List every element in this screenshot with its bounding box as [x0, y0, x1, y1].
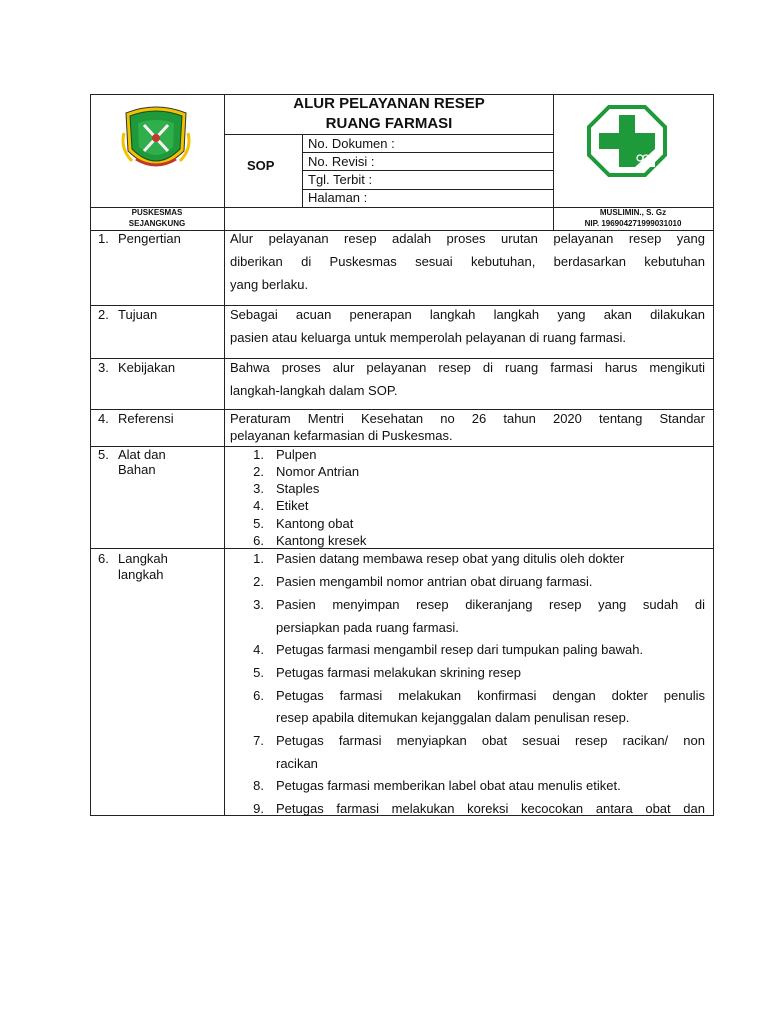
step-number: 7. [253, 733, 264, 748]
list-item: Nomor Antrian [276, 464, 360, 479]
section-5-label-line-2: Bahan [118, 462, 156, 477]
section-2-line-2: pasien atau keluarga untuk memperolah pelayanan di ruang farmasi. [230, 330, 627, 345]
section-2-label: Tujuan [118, 307, 158, 322]
section-5-number: 5. [98, 447, 109, 462]
meta-no-revisi: No. Revisi : [308, 154, 375, 169]
border-right [713, 94, 714, 816]
step-number: 4. [253, 642, 264, 657]
section-4-number: 4. [98, 411, 109, 426]
list-item-number: 4. [253, 498, 264, 513]
list-item-number: 1. [253, 447, 264, 462]
step-text: Pasien menyimpan resep dikeranjang resep yang sudah di [276, 597, 705, 612]
section-line-4 [90, 446, 714, 447]
signer-name: MUSLIMIN., S. Gz [599, 208, 667, 217]
step-text-continued: persiapkan pada ruang farmasi. [276, 620, 459, 635]
step-text: Petugas farmasi melakukan koreksi kecocokan antara obat dan [276, 801, 705, 816]
section-6-label-line-2: langkah [118, 567, 164, 582]
step-number: 3. [253, 597, 264, 612]
list-item: Etiket [276, 498, 309, 513]
section-1-line-2: diberikan di Puskesmas sesuai kebutuhan, berdasarkan kebutuhan [230, 254, 705, 269]
section-line-1 [90, 305, 714, 306]
list-item: Staples [276, 481, 320, 496]
list-item: Kantong obat [276, 516, 354, 531]
step-number: 5. [253, 665, 264, 680]
list-item-number: 3. [253, 481, 264, 496]
step-number: 8. [253, 778, 264, 793]
section-6-label-line-1: Langkah [118, 551, 168, 566]
step-text: Petugas farmasi mengambil resep dari tumpukan paling bawah. [276, 642, 644, 657]
section-1-line-3: yang berlaku. [230, 277, 309, 292]
meta-tgl-terbit: Tgl. Terbit : [308, 172, 373, 187]
section-4-line-1: Peraturam Mentri Kesehatan no 26 tahun 2020 tentang Standar [230, 411, 705, 426]
step-text: Petugas farmasi melakukan konfirmasi dengan dokter penulis [276, 688, 705, 703]
org-name-line-2: SEJANGKUNG [128, 219, 186, 228]
section-3-label: Kebijakan [118, 360, 176, 375]
list-item: Kantong kresek [276, 533, 367, 548]
signer-nip: NIP. 196904271999031010 [584, 219, 682, 228]
section-1-number: 1. [98, 231, 109, 246]
puskesmas-cross-logo-icon [587, 105, 667, 177]
list-item: Pulpen [276, 447, 317, 462]
column-divider [224, 94, 225, 816]
section-3-line-1: Bahwa proses alur pelayanan resep di ruang farmasi harus mengikuti [230, 360, 705, 375]
step-number: 6. [253, 688, 264, 703]
section-3-number: 3. [98, 360, 109, 375]
sop-label: SOP [247, 158, 275, 173]
section-line-2 [90, 358, 714, 359]
section-2-line-1: Sebagai acuan penerapan langkah langkah yang akan dilakukan [230, 307, 705, 322]
meta-line-2 [302, 170, 554, 171]
step-text: Pasien datang membawa resep obat yang ditulis oleh dokter [276, 551, 625, 566]
step-number: 2. [253, 574, 264, 589]
section-4-label: Referensi [118, 411, 174, 426]
list-item-number: 5. [253, 516, 264, 531]
section-4-line-2: pelayanan kefarmasian di Puskesmas. [230, 428, 453, 443]
section-3-line-2: langkah-langkah dalam SOP. [230, 383, 398, 398]
org-name-line-1: PUSKESMAS [131, 208, 183, 217]
section-1-line-1: Alur pelayanan resep adalah proses urutan pelayanan resep yang [230, 231, 705, 246]
section-5-label-line-1: Alat dan [118, 447, 166, 462]
step-text-continued: racikan [276, 756, 318, 771]
step-number: 1. [253, 551, 264, 566]
meta-line-1 [302, 152, 554, 153]
step-text: Petugas farmasi memberikan label obat atau menulis etiket. [276, 778, 621, 793]
list-item-number: 6. [253, 533, 264, 548]
step-text-continued: resep apabila ditemukan kejanggalan dalam penulisan resep. [276, 710, 630, 725]
section-1-label: Pengertian [118, 231, 181, 246]
section-line-5 [90, 548, 714, 549]
sop-divider [302, 134, 303, 208]
section-6-number: 6. [98, 551, 109, 566]
meta-no-dokumen: No. Dokumen : [308, 136, 395, 151]
meta-halaman: Halaman : [308, 190, 368, 205]
step-text: Petugas farmasi menyiapkan obat sesuai resep racikan/ non [276, 733, 705, 748]
step-text: Pasien mengambil nomor antrian obat diruang farmasi. [276, 574, 593, 589]
step-number: 9. [253, 801, 264, 816]
document-title: ALUR PELAYANAN RESEP RUANG FARMASI [293, 95, 485, 132]
list-item-number: 2. [253, 464, 264, 479]
border-left [90, 94, 91, 816]
section-2-number: 2. [98, 307, 109, 322]
step-text: Petugas farmasi melakukan skrining resep [276, 665, 521, 680]
section-line-3 [90, 409, 714, 410]
title-bottom-line [224, 134, 554, 135]
regional-emblem-icon [118, 103, 194, 177]
